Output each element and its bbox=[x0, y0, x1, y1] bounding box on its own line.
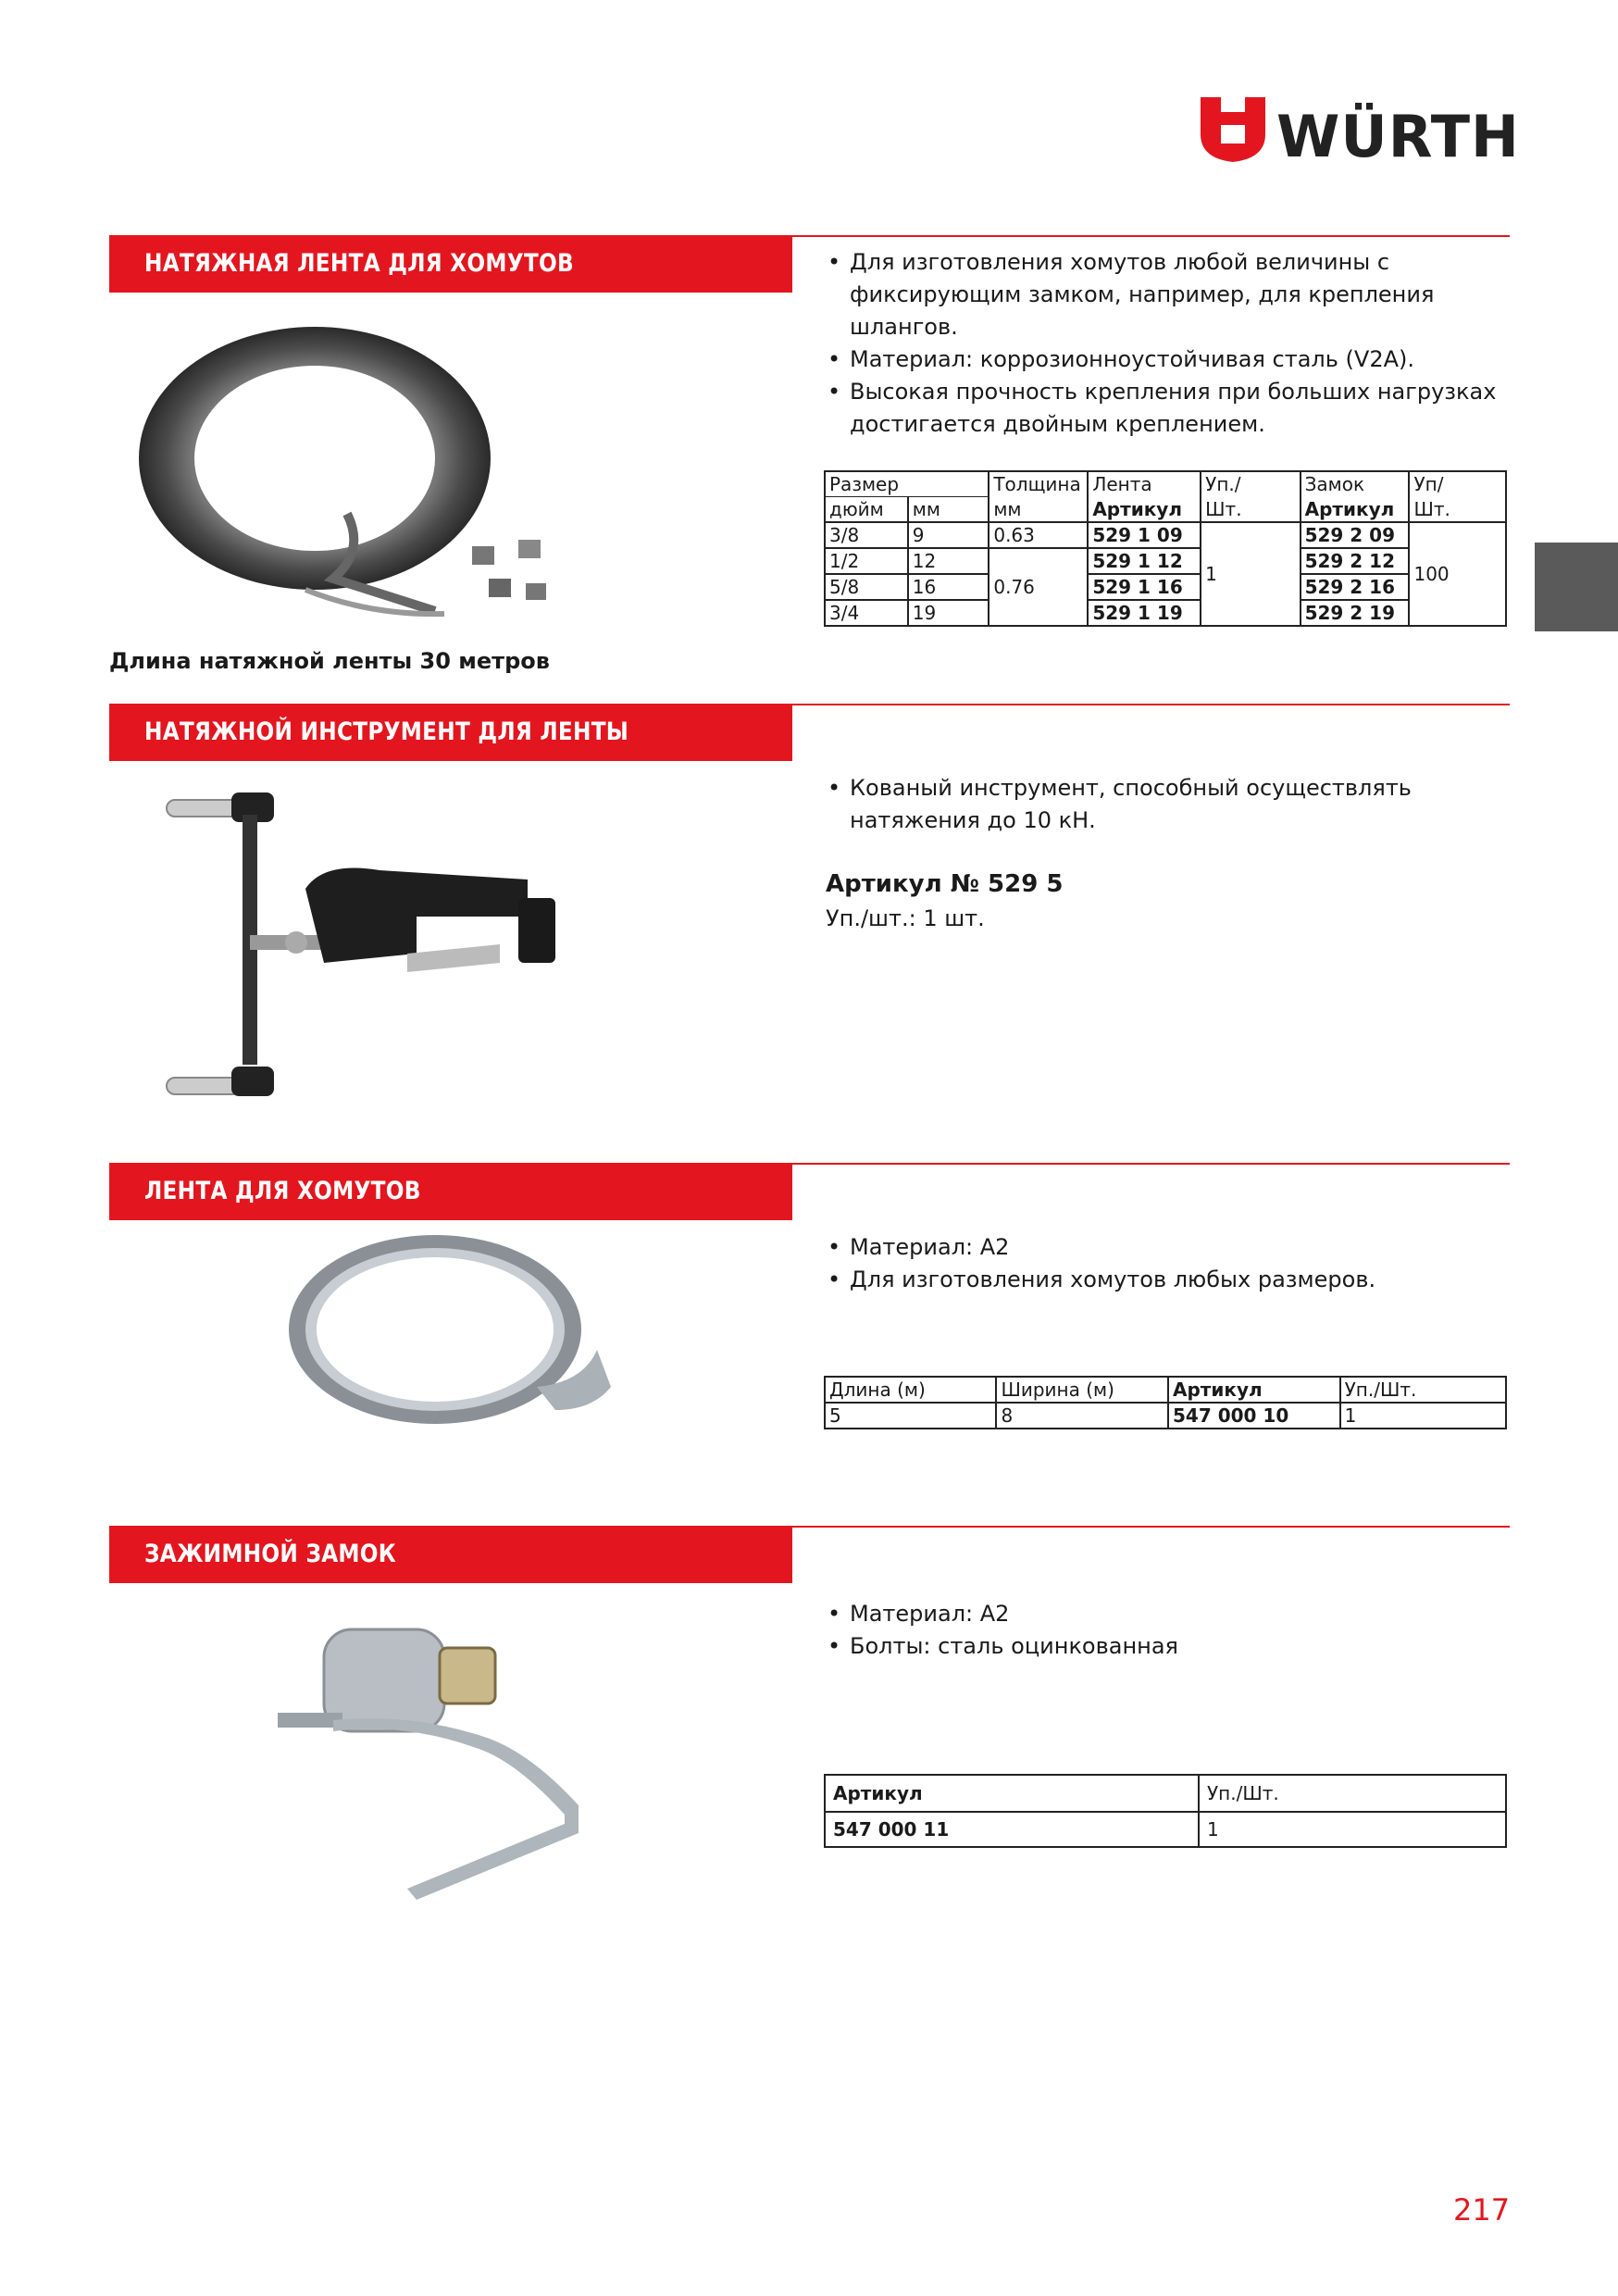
section-header-band bbox=[109, 1526, 792, 1583]
cell-mm: 19 bbox=[908, 600, 989, 626]
feature-item: • Материал: коррозионноустойчивая сталь (V2A). bbox=[826, 343, 1520, 376]
lock-spec-table bbox=[824, 1774, 1507, 1848]
band-coil-image bbox=[278, 1220, 648, 1442]
cell-lock-article: 529 2 19 bbox=[1301, 600, 1410, 626]
section-rule bbox=[792, 1163, 1510, 1165]
header-lock: Замок bbox=[1301, 471, 1410, 497]
pack-quantity: Уп./шт.: 1 шт. bbox=[826, 905, 985, 931]
header-inch: дюйм bbox=[825, 497, 908, 523]
section-rule bbox=[792, 704, 1510, 705]
brand-name: WÜRTH bbox=[1276, 103, 1520, 170]
cell-mm: 16 bbox=[908, 574, 989, 600]
header-length: Длина (м) bbox=[825, 1377, 996, 1403]
header-thickness-unit: мм bbox=[989, 497, 1088, 523]
section-rule bbox=[792, 235, 1510, 237]
cell-tape-article: 529 1 16 bbox=[1088, 574, 1201, 600]
feature-list bbox=[826, 772, 1520, 837]
side-tab bbox=[1535, 543, 1618, 631]
section-title: ЗАЖИМНОЙ ЗАМОК bbox=[144, 1540, 397, 1568]
cell-article: 547 000 10 bbox=[1168, 1403, 1340, 1429]
wurth-logo bbox=[1201, 97, 1520, 208]
feature-item: • Материал: A2 bbox=[826, 1598, 1520, 1630]
cell-width: 8 bbox=[996, 1403, 1168, 1429]
header-size: Размер bbox=[825, 471, 989, 497]
feature-list bbox=[826, 1598, 1520, 1663]
cell-inch: 3/4 bbox=[825, 600, 908, 626]
header-pack-unit: Шт. bbox=[1409, 497, 1506, 523]
cell-pack: 1 bbox=[1340, 1403, 1506, 1429]
section-header-band bbox=[109, 1163, 792, 1220]
cell-tape-article: 529 1 19 bbox=[1088, 600, 1201, 626]
header-article: Артикул bbox=[1168, 1377, 1340, 1403]
header-tape: Лента bbox=[1088, 471, 1201, 497]
cell-inch: 3/8 bbox=[825, 522, 908, 548]
header-thickness: Толщина bbox=[989, 471, 1088, 497]
section-title: НАТЯЖНОЙ ИНСТРУМЕНТ ДЛЯ ЛЕНТЫ bbox=[144, 718, 629, 746]
feature-item: • Высокая прочность крепления при больших нагрузках достигается двойным креплением. bbox=[826, 376, 1520, 441]
tape-spec-table bbox=[824, 470, 1507, 627]
cell-lock-pack: 100 bbox=[1409, 522, 1506, 626]
header-pack-unit: Шт. bbox=[1201, 497, 1300, 523]
cell-article: 547 000 11 bbox=[825, 1812, 1199, 1847]
header-pack: Уп./Шт. bbox=[1199, 1775, 1506, 1812]
feature-item: • Для изготовления хомутов любых размеров. bbox=[826, 1264, 1520, 1296]
clamp-lock-image bbox=[268, 1611, 602, 1944]
section-title: НАТЯЖНАЯ ЛЕНТА ДЛЯ ХОМУТОВ bbox=[144, 249, 574, 278]
band-spec-table bbox=[824, 1376, 1507, 1429]
feature-list bbox=[826, 246, 1520, 441]
cell-thickness: 0.63 bbox=[989, 522, 1088, 548]
cell-thickness: 0.76 bbox=[989, 548, 1088, 626]
header-pack: Уп./Шт. bbox=[1340, 1377, 1506, 1403]
header-mm: мм bbox=[908, 497, 989, 523]
cell-tape-pack: 1 bbox=[1201, 522, 1300, 626]
section-title: ЛЕНТА ДЛЯ ХОМУТОВ bbox=[144, 1177, 421, 1205]
header-pack: Уп/ bbox=[1409, 471, 1506, 497]
cell-inch: 5/8 bbox=[825, 574, 908, 600]
feature-list bbox=[826, 1231, 1520, 1296]
cell-lock-article: 529 2 12 bbox=[1301, 548, 1410, 574]
section-header-band bbox=[109, 235, 792, 293]
tape-length-caption: Длина натяжной ленты 30 метров bbox=[109, 648, 550, 674]
feature-item: • Болты: сталь оцинкованная bbox=[826, 1630, 1520, 1663]
cell-tape-article: 529 1 09 bbox=[1088, 522, 1201, 548]
header-width: Ширина (м) bbox=[996, 1377, 1168, 1403]
feature-item: • Для изготовления хомутов любой величины с фиксирующим замком, например, для крепления шлангов. bbox=[826, 246, 1520, 343]
header-article: Артикул bbox=[825, 1775, 1199, 1812]
cell-lock-article: 529 2 09 bbox=[1301, 522, 1410, 548]
header-article: Артикул bbox=[1301, 497, 1410, 523]
article-number: Артикул № 529 5 bbox=[826, 870, 1064, 898]
header-article: Артикул bbox=[1088, 497, 1201, 523]
feature-item: • Материал: A2 bbox=[826, 1231, 1520, 1264]
cell-pack: 1 bbox=[1199, 1812, 1506, 1847]
steel-tape-coil-image bbox=[130, 319, 592, 625]
cell-tape-article: 529 1 12 bbox=[1088, 548, 1201, 574]
cell-mm: 9 bbox=[908, 522, 989, 548]
cell-mm: 12 bbox=[908, 548, 989, 574]
wurth-logo-icon bbox=[1201, 97, 1265, 162]
header-pack: Уп./ bbox=[1201, 471, 1300, 497]
cell-lock-article: 529 2 16 bbox=[1301, 574, 1410, 600]
cell-length: 5 bbox=[825, 1403, 996, 1429]
section-header-band bbox=[109, 704, 792, 761]
feature-item: • Кованый инструмент, способный осуществлять натяжения до 10 кН. bbox=[826, 772, 1520, 837]
cell-inch: 1/2 bbox=[825, 548, 908, 574]
page-number: 217 bbox=[1453, 2192, 1511, 2227]
tensioning-tool-image bbox=[139, 778, 620, 1111]
section-rule bbox=[792, 1526, 1510, 1528]
